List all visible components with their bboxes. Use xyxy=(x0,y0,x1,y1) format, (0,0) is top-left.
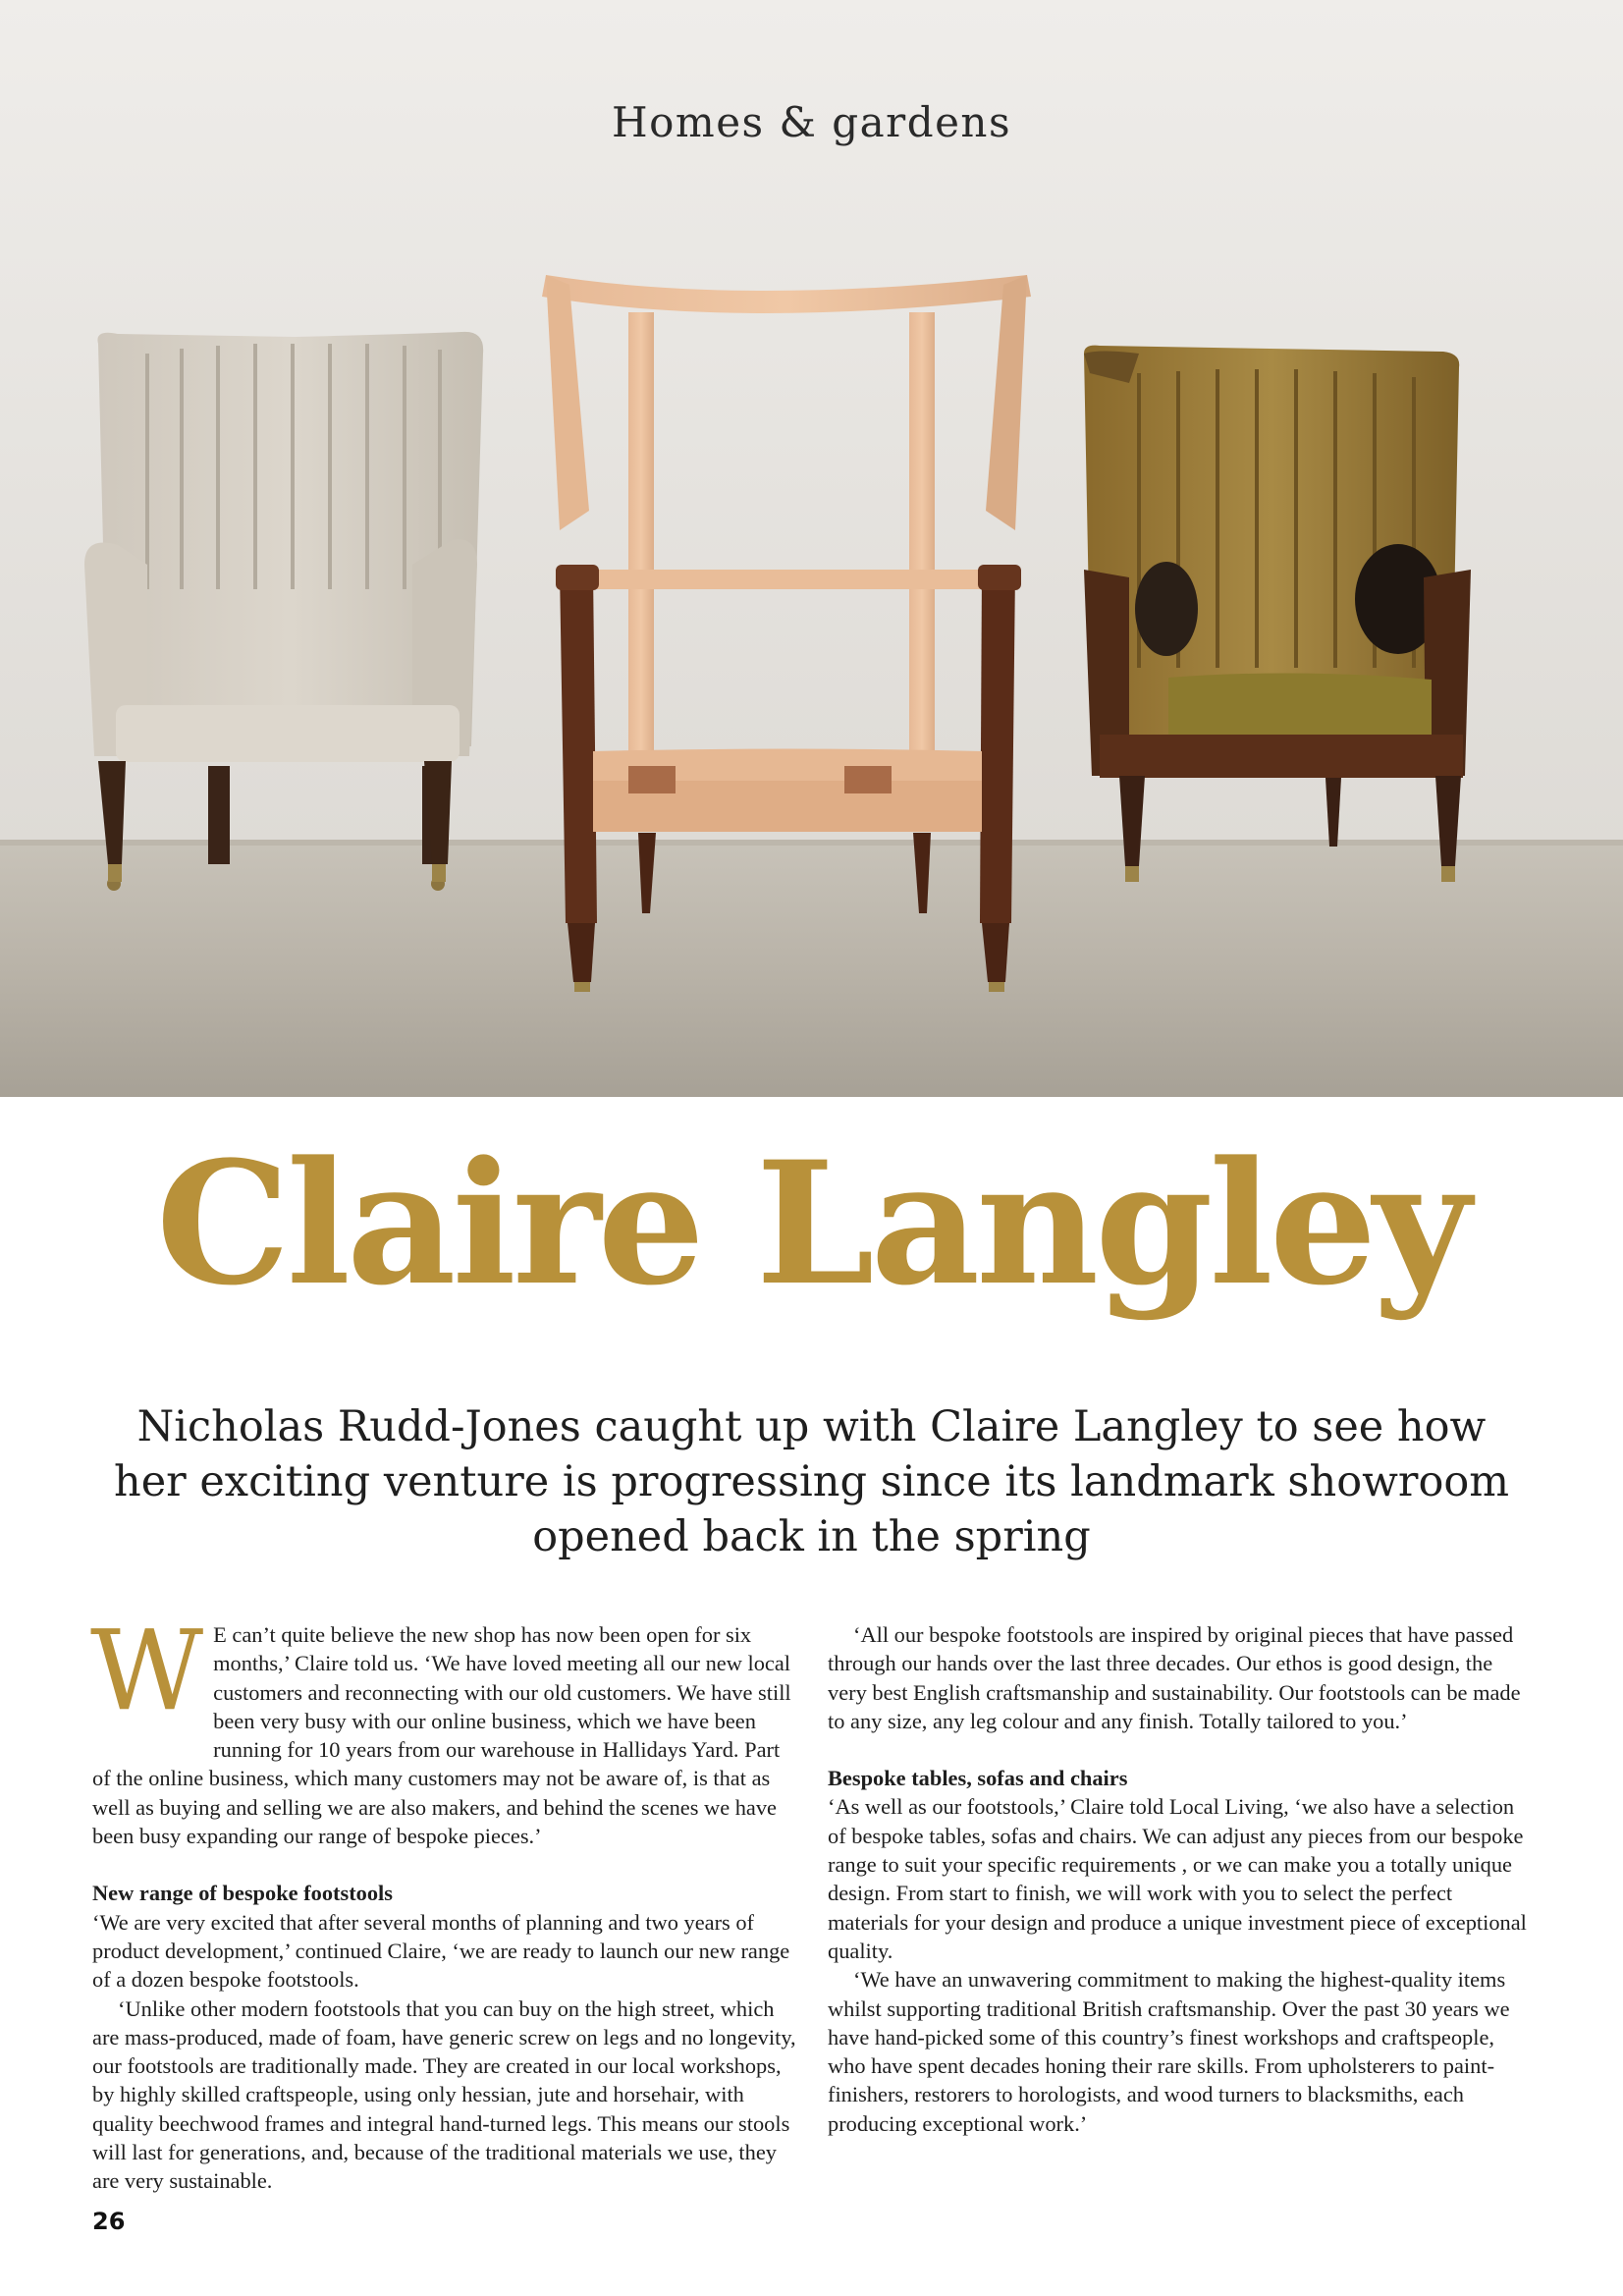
article-paragraph: ‘We are very excited that after several months of planning and two years of product development,’ continued Claire, ‘we are ready to launch our new range of a dozen bespoke footstools. xyxy=(92,1909,790,1993)
article-paragraph: ‘We have an unwavering commitment to making the highest-quality items whilst supporting traditional British craftsmanship. Over the past 30 years we have hand-picked some of this country’s finest workshops and craftspeople, who have spent decades honing their rare skills. From upholsterers to paint-finishers, restorers to horologists, and wood turners to blacksmiths, each producing exceptional work.’ xyxy=(828,1967,1510,2136)
article-paragraph: ‘All our bespoke footstools are inspired by original pieces that have passed through our hands over the last three decades. Our ethos is good design, the very best English craftsmanship and sustainability. Our footstools can be made to any size, any leg colour and any finish. Totally tailored to you.’ xyxy=(828,1622,1521,1733)
three-armchairs-image xyxy=(0,0,1623,1097)
article-column-right xyxy=(828,1620,1537,2138)
paragraph-text: E can’t quite believe the new shop has now been open for six months,’ Claire told us. ‘We have loved meeting all our new local customers and reconnecting with our old customers. We have still been very busy with our online business, which we have been running for 10 years from our warehouse in Hallidays Yard. Part of the online business, which many customers may not be aware of, is that as well as buying and selling we are also makers, and behind the scenes we have been busy expanding our range of bespoke pieces.’ xyxy=(92,1622,791,1849)
subheading: New range of bespoke footstools xyxy=(92,1881,393,1906)
article-paragraph xyxy=(90,1608,801,1850)
article-column-left xyxy=(90,1608,801,2196)
section-label: Homes & gardens xyxy=(611,98,1012,146)
hero-photo xyxy=(0,0,1623,1097)
article-paragraph: ‘As well as our footstools,’ Claire told Local Living, ‘we also have a selection of bespoke tables, sofas and chairs. We can adjust any pieces from our bespoke range to suit your specific requirements , or we can make you a totally unique design. From start to finish, we will work with you to select the perfect materials for your design and produce a unique investment piece of exceptional quality. xyxy=(828,1794,1527,1963)
drop-cap: W xyxy=(90,1608,204,1735)
page-number: 26 xyxy=(92,2208,126,2235)
article-paragraph: ‘Unlike other modern footstools that you can buy on the high street, which are mass-produced, made of foam, have generic screw on legs and no longevity, our footstools are traditionally made. They are created in our local workshops, by highly skilled craftspeople, using only hessian, jute and horsehair, with quality beechwood frames and integral hand-turned legs. This means our stools will last for generations, and, because of the traditional materials we use, they are very sustainable. xyxy=(92,1995,796,2194)
subheading: Bespoke tables, sofas and chairs xyxy=(828,1766,1128,1791)
article-standfirst: Nicholas Rudd-Jones caught up with Claire Langley to see how her exciting venture is progressing since its landmark showroom opened back in the spring xyxy=(114,1402,1509,1561)
article-title: Claire Langley xyxy=(155,1123,1468,1323)
